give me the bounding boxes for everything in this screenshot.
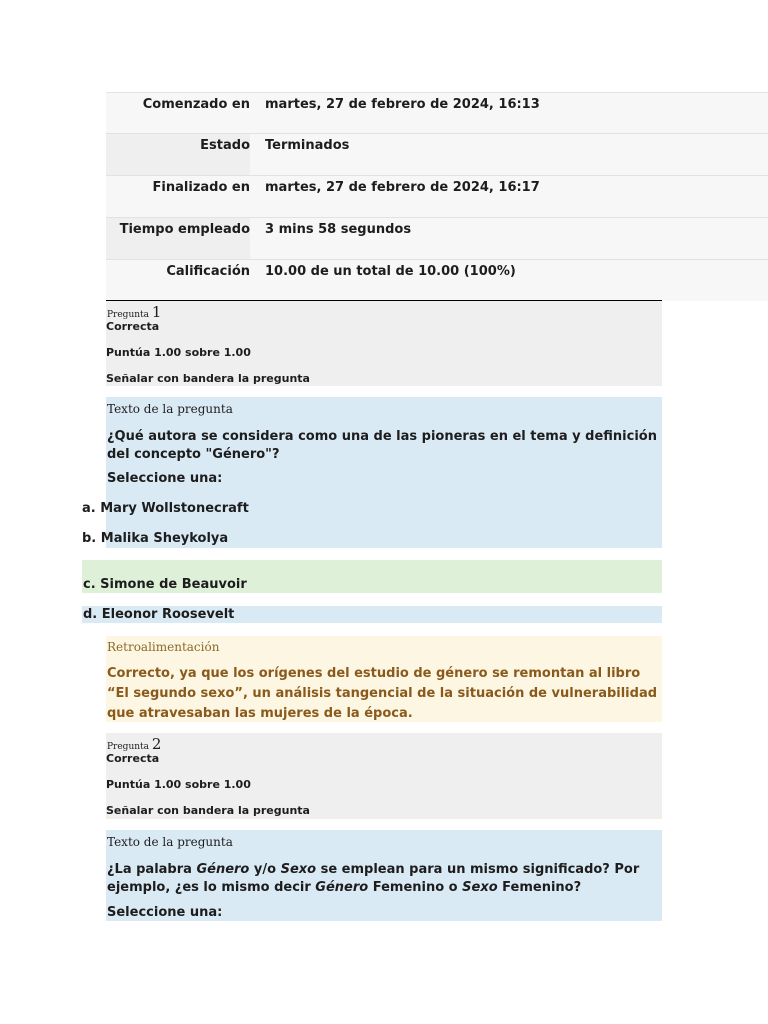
- answer-option-c-correct[interactable]: [82, 560, 662, 593]
- summary-row-started: [106, 92, 768, 133]
- summary-label: Estado: [200, 138, 250, 153]
- question-number: Pregunta 1: [107, 303, 162, 321]
- summary-label: Calificación: [166, 264, 250, 279]
- summary-value: Terminados: [250, 134, 768, 175]
- summary-value: 10.00 de un total de 10.00 (100%): [250, 260, 768, 301]
- question-text-label: Texto de la pregunta: [107, 402, 233, 416]
- summary-row-grade: [106, 259, 768, 301]
- feedback-text: Correcto, ya que los orígenes del estudio de género se remontan al libro “El segundo sexo”, un análisis tangencial de la situación de vulnerabilidad que atravesaban las mujeres de la época.: [107, 666, 658, 721]
- answer-option-label: c. Simone de Beauvoir: [83, 577, 247, 592]
- summary-row-state: [106, 133, 768, 175]
- question-status: Correcta: [106, 752, 160, 765]
- select-one-label: Seleccione una:: [107, 905, 223, 920]
- summary-value: martes, 27 de febrero de 2024, 16:13: [250, 93, 768, 133]
- summary-label: Tiempo empleado: [119, 222, 250, 237]
- question-score: Puntúa 1.00 sobre 1.00: [106, 346, 251, 359]
- question-prompt: ¿La palabra Género y/o Sexo se emplean para un mismo significado? Por ejemplo, ¿es lo mismo decir Género Femenino o Sexo Femenino?: [107, 862, 640, 895]
- question-prompt: ¿Qué autora se considera como una de las pioneras en el tema y definición del concepto "Género"?: [107, 429, 657, 462]
- question-text-label: Texto de la pregunta: [107, 835, 233, 849]
- flag-question-link[interactable]: Señalar con bandera la pregunta: [106, 372, 310, 385]
- question-status: Correcta: [106, 320, 160, 333]
- attempt-summary-table: [106, 92, 768, 301]
- summary-value: 3 mins 58 segundos: [250, 218, 768, 259]
- feedback-box: [106, 636, 662, 722]
- select-one-label: Seleccione una:: [107, 471, 223, 486]
- question-text-2: [106, 830, 662, 921]
- answer-option-label: d. Eleonor Roosevelt: [83, 607, 235, 622]
- question-score: Puntúa 1.00 sobre 1.00: [106, 778, 251, 791]
- answer-option-b[interactable]: b. Malika Sheykolya: [82, 531, 229, 546]
- flag-question-link[interactable]: Señalar con bandera la pregunta: [106, 804, 310, 817]
- question-text-1: [106, 397, 662, 548]
- summary-label: Comenzado en: [142, 97, 250, 112]
- summary-row-time: [106, 217, 768, 259]
- question-info-2: [106, 733, 662, 819]
- summary-row-finished: [106, 175, 768, 217]
- summary-label: Finalizado en: [152, 180, 250, 195]
- answer-option-a[interactable]: a. Mary Wollstonecraft: [82, 501, 249, 516]
- feedback-label: Retroalimentación: [107, 640, 220, 654]
- question-number: Pregunta 2: [107, 735, 162, 753]
- question-info-1: [106, 300, 662, 386]
- answer-option-d[interactable]: [82, 606, 662, 623]
- summary-value: martes, 27 de febrero de 2024, 16:17: [250, 176, 768, 217]
